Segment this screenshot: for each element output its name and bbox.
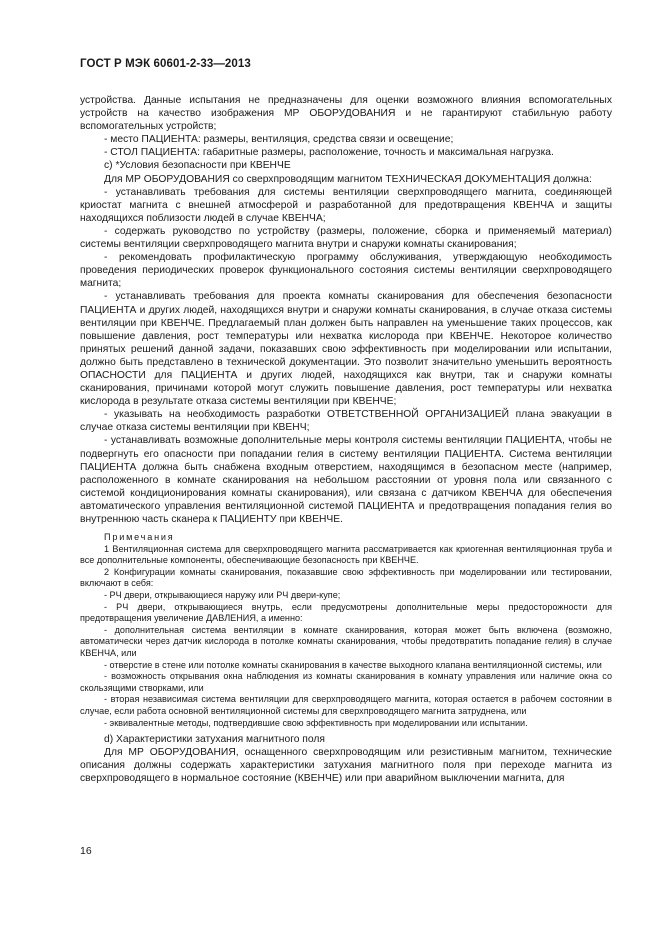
paragraph: устройства. Данные испытания не предназначены для оценки возможного влияния вспомогательных устройств на качество изображения МР ОБОРУДОВАНИЯ и не гарантируют стабильную работу вспомогательных устройств;	[80, 95, 612, 133]
list-item: - место ПАЦИЕНТА: размеры, вентиляция, средства связи и освещение;	[104, 134, 454, 146]
notes-block	[80, 532, 612, 729]
note-item: - возможность открывания окна наблюдения из комнаты сканирования в комнату управления или наличие окна со скользящими створками, или	[80, 671, 612, 693]
notes-title: Примечания	[104, 532, 175, 543]
list-item: - содержать руководство по устройству (размеры, положение, сборка и применяемый материал) системы вентиляции сверхпроводящего магнита внутри и снаружи комнаты сканирования;	[80, 225, 612, 251]
note-item: - отверстие в стене или потолке комнаты сканирования в качестве выходного клапана вентиляционной системы, или	[104, 659, 602, 670]
list-item: - указывать на необходимость разработки ОТВЕТСТВЕННОЙ ОРГАНИЗАЦИЕЙ плана эвакуации в случае отказа системы вентиляции при КВЕНЧ;	[80, 409, 612, 434]
page-number: 16	[80, 845, 92, 857]
note-item: 2 Конфигурации комнаты сканирования, показавшие свою эффективность при моделировании или тестировании, включают в себя:	[80, 566, 612, 589]
list-item: - устанавливать возможные дополнительные меры контроля системы вентиляции ПАЦИЕНТА, чтобы не подвергнуть его опасности при попадании гелия в систему вентиляции ПАЦИЕНТА. Система вентиляции ПАЦИЕНТА должна быть снабжена входным отверстием, находящимся в безопасном месте (например, расположенного в комнате сканирования на небольшом расстоянии от уровня пола или связанного с системой кондиционирования комнаты сканирования), или связана с датчиком КВЕНЧА для обеспечения автоматического управления вентиляционной системой ПАЦИЕНТА и предотвращения попадания гелия во внутреннюю часть сканера к ПАЦИЕНТУ при КВЕНЧЕ.	[80, 435, 612, 525]
paragraph: Для МР ОБОРУДОВАНИЯ, оснащенного сверхпроводящим или резистивным магнитом, технические описания должны содержать характеристики затухания магнитного поля при переходе магнита из сверхпроводящего в нормальное состояние (КВЕНЧЕ) или при аварийном выключении магнита, для	[80, 747, 612, 785]
note-item: - вторая независимая система вентиляции для сверхпроводящего магнита, которая остается в рабочем состоянии в случае, если работа основной вентиляционной системы для сверхпроводящего магнита затруднена, или	[80, 694, 612, 716]
list-item: - устанавливать требования для проекта комнаты сканирования для обеспечения безопасности ПАЦИЕНТА и других людей, находящихся внутри и снаружи комнаты сканирования, в случае отказа системы вентиляции при КВЕНЧЕ. Предлагаемый план должен быть направлен на уменьшение таких процессов, как повышение давления, рост температуры или нехватка кислорода при КВЕНЧЕ. Некоторое количество принятых решений данной задачи, показавших свою эффективность при моделировании или испытании, должно быть представлено в технической документации. Это позволит значительно уменьшить вероятность ОПАСНОСТИ для ПАЦИЕНТА и других людей, находящихся как внутри, так и снаружи комнаты сканирования, причинами которой могут служить повышение давления, рост температуры или нехватка кислорода в результате отказа системы вентиляции при КВЕНЧЕ;	[80, 291, 612, 408]
list-item: - рекомендовать профилактическую программу обслуживания, утверждающую необходимость проведения периодических проверок функционального состояния системы вентиляции сверхпроводящего магнита;	[80, 252, 612, 290]
note-item: - РЧ двери, открывающиеся наружу или РЧ двери-купе;	[104, 590, 341, 601]
section-heading: d) Характеристики затухания магнитного поля	[104, 734, 325, 746]
note-item: 1 Вентиляционная система для сверхпроводящего магнита рассматривается как криогенная вентиляционная труба и все дополнительные компоненты, обеспечивающие безопасность при КВЕНЧЕ.	[80, 543, 612, 566]
note-item: - РЧ двери, открывающиеся внутрь, если предусмотрены дополнительные меры предосторожности для предотвращения увеличение ДАВЛЕНИЯ, а именно:	[80, 601, 612, 624]
note-item: - эквивалентные методы, подтвердившие свою эффективность при моделировании или испытании.	[104, 717, 528, 728]
list-item: - устанавливать требования для системы вентиляции сверхпроводящего магнита, соединяющей криостат магнита с внешней атмосферой и разработанной для предотвращения КВЕНЧА и защиты находящихся поблизости людей в случае КВЕНЧА;	[80, 186, 612, 224]
section-d	[80, 733, 612, 785]
standard-header: ГОСТ Р МЭК 60601-2-33—2013	[80, 58, 251, 70]
paragraph: Для МР ОБОРУДОВАНИЯ со сверхпроводящим магнитом ТЕХНИЧЕСКАЯ ДОКУМЕНТАЦИЯ должна:	[104, 173, 592, 185]
section-heading: c) *Условия безопасности при КВЕНЧЕ	[104, 160, 291, 172]
main-text	[80, 94, 612, 786]
note-item: - дополнительная система вентиляции в комнате сканирования, которая может быть включена (возможно, автоматически через датчик кислорода в потолке комнаты сканирования, чтобы предотвратить попадание гелия) в случае КВЕНЧА, или	[80, 624, 612, 659]
list-item: - СТОЛ ПАЦИЕНТА: габаритные размеры, расположение, точность и максимальная нагрузка.	[104, 147, 554, 159]
